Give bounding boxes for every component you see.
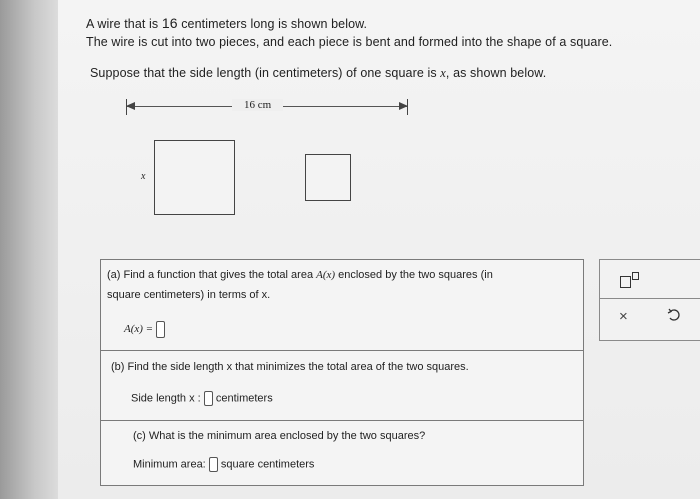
- divider: [101, 420, 583, 421]
- dimension-label: 16 cm: [232, 99, 283, 111]
- left-margin: [0, 0, 58, 499]
- intro-line-2: The wire is cut into two pieces, and each piece is bent and formed into the shape of a square.: [86, 35, 613, 49]
- intro-line-1: A wire that is 16 centimeters long is shown below.: [86, 15, 368, 31]
- part-c-question: (c) What is the minimum area enclosed by the two squares?: [133, 430, 426, 442]
- toolbar-divider: [600, 298, 700, 299]
- part-a-question: (a) Find a function that gives the total area A(x) enclosed by the two squares (in: [107, 269, 493, 281]
- question-box: [100, 259, 584, 486]
- square-large: [154, 140, 235, 215]
- part-a-equation: A(x) =: [124, 321, 165, 338]
- superscript-box-icon[interactable]: [620, 272, 642, 288]
- divider: [101, 350, 583, 351]
- part-c-answer-row: Minimum area: square centimeters: [133, 458, 315, 471]
- arrow-right-icon: [399, 102, 408, 110]
- arrow-left-icon: [126, 102, 135, 110]
- part-b-question: (b) Find the side length x that minimizes the total area of the two squares.: [111, 361, 469, 373]
- math-toolbar: [599, 259, 700, 341]
- wire-length-value: 16: [161, 15, 178, 31]
- side-length-label: x: [141, 171, 146, 182]
- intro-line-3: Suppose that the side length (in centimeters) of one square is x, as shown below.: [90, 66, 547, 80]
- part-a-question-cont: square centimeters) in terms of x.: [107, 289, 271, 301]
- undo-icon[interactable]: [666, 307, 682, 323]
- part-b-answer-input[interactable]: [204, 391, 213, 406]
- part-b-answer-row: Side length x : centimeters: [131, 392, 273, 405]
- part-a-answer-input[interactable]: [156, 321, 165, 338]
- part-c-answer-input[interactable]: [209, 457, 218, 472]
- clear-button[interactable]: ×: [619, 308, 628, 325]
- square-small: [305, 154, 351, 201]
